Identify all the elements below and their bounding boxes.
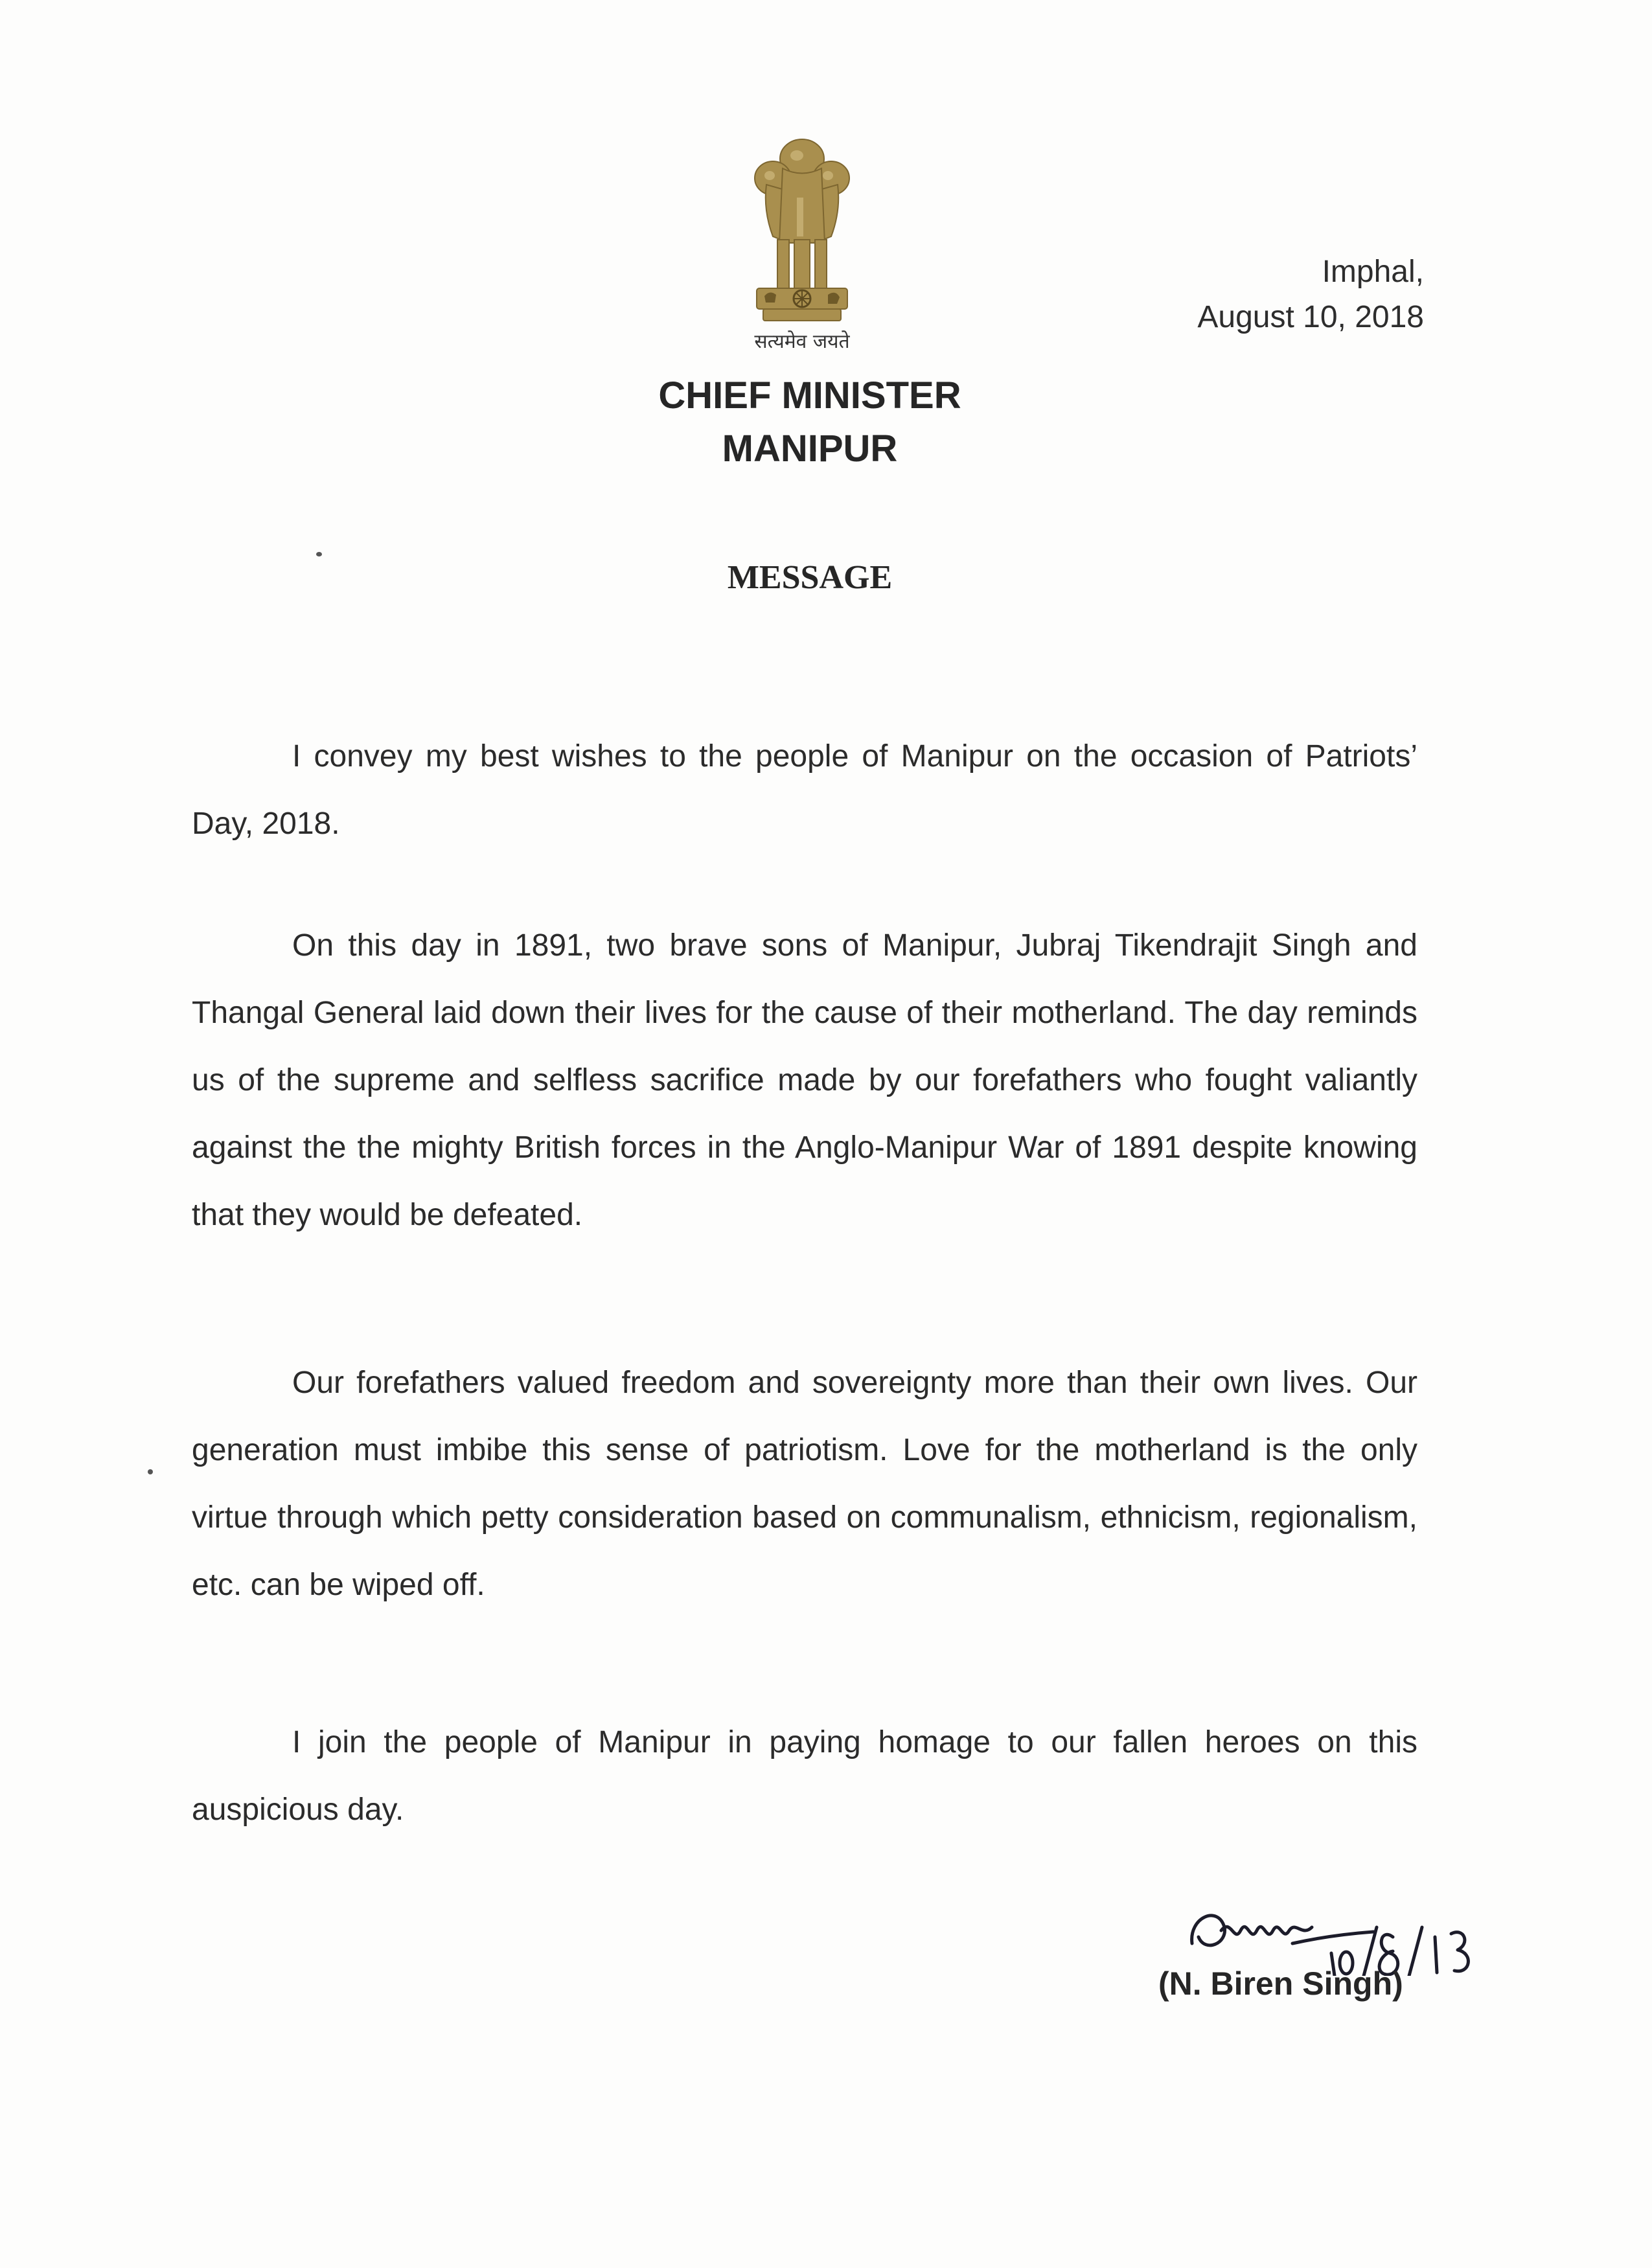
office-line-1: CHIEF MINISTER bbox=[658, 374, 961, 417]
handwritten-signature bbox=[1179, 1892, 1484, 1976]
message-heading: MESSAGE bbox=[727, 559, 893, 596]
place: Imphal, bbox=[1322, 255, 1424, 289]
paragraph-3: Our forefathers valued freedom and sovereignty more than their own lives. Our generation must imbibe this sense of patriotism. Love for the motherland is the only virtue through which petty consideration based on communalism, ethnicism, regionalism, etc. can be wiped off. bbox=[192, 1366, 1417, 1602]
scan-speck bbox=[316, 552, 322, 556]
paragraph-4: I join the people of Manipur in paying homage to our fallen heroes on this auspicious day. bbox=[192, 1725, 1417, 1827]
emblem-motto: सत्यमेव जयते bbox=[754, 330, 850, 353]
office-line-2: MANIPUR bbox=[722, 428, 898, 470]
office-title bbox=[583, 369, 1037, 475]
letter-date: August 10, 2018 bbox=[1197, 300, 1424, 334]
state-emblem-icon bbox=[737, 133, 867, 360]
scan-speck bbox=[148, 1469, 153, 1474]
paragraph-2: On this day in 1891, two brave sons of Manipur, Jubraj Tikendrajit Singh and Thangal General laid down their lives for the cause of their motherland. The day reminds us of the supreme and selfless sacrifice made by our forefathers who fought valiantly against the the mighty British forces in the Anglo-Manipur War of 1891 despite knowing that they would be defeated. bbox=[192, 928, 1417, 1232]
paragraph-1: I convey my best wishes to the people of Manipur on the occasion of Patriots’ Day, 2018. bbox=[192, 739, 1417, 841]
signatory-name: (N. Biren Singh) bbox=[1158, 1965, 1403, 2002]
place-date-block bbox=[1197, 249, 1424, 340]
